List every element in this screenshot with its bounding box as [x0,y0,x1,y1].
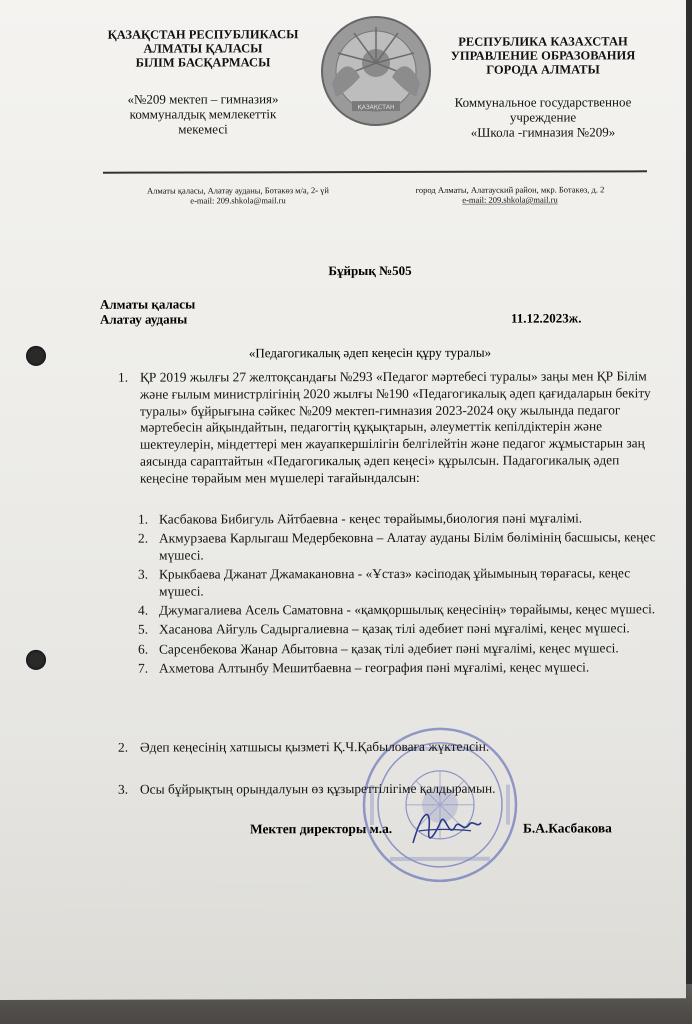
item-number: 2. [118,739,129,755]
order-item-2 [118,739,489,756]
order-item-3 [118,781,495,798]
header-right-school-line: «Школа -гимназия №209» [470,124,616,140]
member-text: Касбакова Бибигуль Айтбаевна - кеңес төрайымы,биология пәні мұғалімі. [159,510,583,527]
item-text: Осы бұйрықтың орындалуын өз құзыреттілігіме қалдырамын. [140,780,496,797]
list-number: 4. [138,602,149,618]
item-number: 3. [118,781,129,797]
order-item-1 [118,368,658,486]
list-item [138,601,678,619]
punch-hole [26,650,46,670]
list-number: 2. [138,530,149,546]
address-line: город Алматы, Алатауский район, мкр. Ботакөз, д. 2 [415,184,605,195]
member-text: Хасанова Айгуль Садыргалиевна – қазақ тілі әдебиет пәні мұғалімі, кеңес мүшесі. [159,620,630,637]
header-right-line: УПРАВЛЕНИЕ ОБРАЗОВАНИЯ [450,48,636,63]
header-left-line: ҚАЗАҚСТАН РЕСПУБЛИКАСЫ [107,27,299,42]
member-text: Ахметова Алтынбу Мешитбаевна – география пәні мұғалімі, кеңес мүшесі. [159,659,590,676]
list-number: 3. [138,566,149,582]
member-text: Крыкбаева Джанат Джамакановна - «Ұстаз» кәсіподақ ұйымының төрағасы, кеңес мүшесі. [159,565,631,599]
header-left-org [98,27,308,70]
header-left-line: АЛМАТЫ ҚАЛАСЫ [143,41,263,56]
handwritten-signature-icon [405,799,485,859]
order-city: Алматы қаласы [100,296,196,312]
list-item [138,565,678,600]
header-right-line: РЕСПУБЛИКА КАЗАХСТАН [458,34,628,49]
list-number: 5. [138,621,149,637]
header-left-school-line: коммуналдық мемлекеттік [129,106,277,122]
address-line: Алматы қаласы, Алатау ауданы, Ботакөз м/а, 2- үй [147,185,329,196]
address-email: e-mail: 209.shkola@mail.ru [462,194,558,205]
header-right-org [434,34,652,77]
signatory-title: Мектеп директоры м.а. [250,820,393,837]
header-divider [103,170,647,173]
item-text: ҚР 2019 жылғы 27 желтоқсандағы №293 «Педагог мәртебесі туралы» заңы мен ҚР Білім және ғылым министрлігінің 2020 жылғы №190 «Педагогикалық әдеп қағидаларын бекіту туралы» бұйрығына сәйкес №209 мектеп-гимназия 2023-2024 оқу жылында педагог мәртебесін айқындайтын, педагогтің құқықтарын, әлеуметтік кепілдіктерін және шектеулерін, міндеттері мен жауапкершілігін белгілейтін және педагог жұмыстарын заң аясында сараптайтын «Педагогикалық әдеп кеңесі» құрылсын. Падагогикалық әдеп кеңесіне төрайым мен мүшелері тағайындалсын: [140,368,651,486]
header-left-school-line: мекемесі [178,121,228,137]
members-list [138,510,678,679]
signatory-name: Б.А.Касбакова [523,820,612,836]
list-item [138,510,678,528]
order-date: 11.12.2023ж. [511,310,582,326]
address-right [380,184,640,205]
header-left-school [98,91,308,137]
list-item [138,640,678,658]
order-location [100,296,195,326]
emblem-label: ҚАЗАҚСТАН [357,103,395,112]
header-right-school-line: учреждение [509,109,577,125]
member-text: Акмурзаева Карлыгаш Медербековна – Алатау ауданы Білім бөлімінің басшысы, кеңес мүшесі. [159,529,656,563]
order-subject: «Педагогикалық әдеп кеңесін құру туралы» [248,344,492,361]
item-text: Әдеп кеңесінің хатшысы қызметі Қ.Ч.Қабыловаға жүктелсін. [140,738,490,755]
list-item [138,529,678,564]
state-emblem-icon [318,13,434,129]
list-number: 7. [138,660,149,676]
header-right-school-line: Коммунальное государственное [454,94,632,110]
header-right-school [434,94,652,140]
member-text: Джумагалиева Асель Саматовна - «қамқоршылық кеңесінің» төрайымы, кеңес мүшесі. [159,601,656,618]
order-title: Бұйрық №505 [328,262,412,279]
address-email: e-mail: 209.shkola@mail.ru [190,195,286,206]
list-number: 1. [138,511,149,527]
list-number: 6. [138,641,149,657]
order-district: Алатау ауданы [100,311,188,327]
address-left [113,185,363,206]
header-right-line: ГОРОДА АЛМАТЫ [486,62,600,77]
header-left-school-line: «№209 мектеп – гимназия» [127,91,279,107]
header-left-line: БІЛІМ БАСҚАРМАСЫ [135,55,271,70]
member-text: Сарсенбекова Жанар Абытовна – қазақ тілі әдебиет пәні мұғалімі, кеңес мүшесі. [159,639,619,657]
list-item [138,621,678,639]
item-number: 1. [118,369,129,385]
list-item [138,659,678,677]
